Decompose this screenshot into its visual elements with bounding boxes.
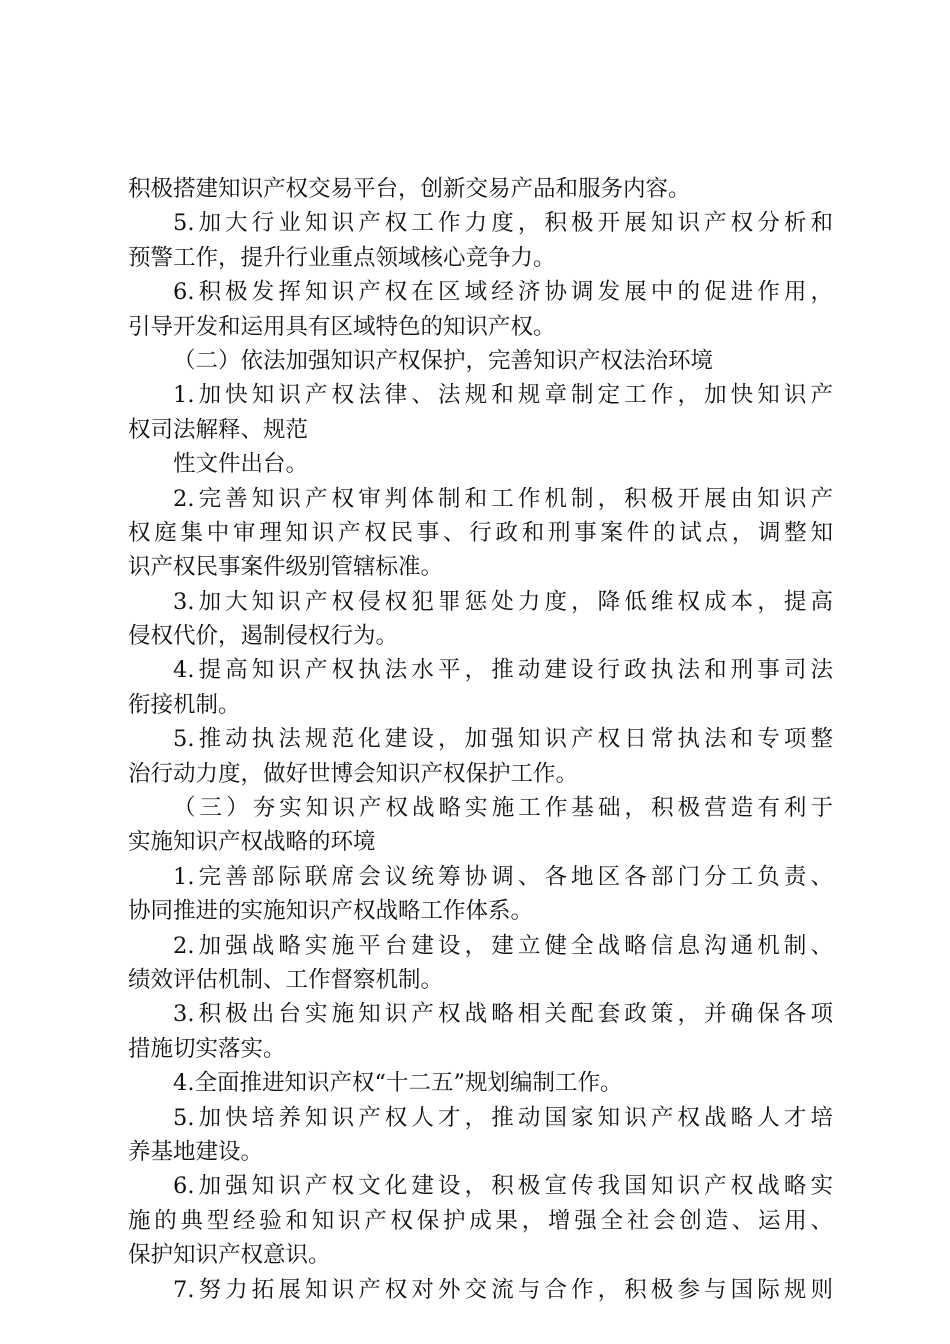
text-line: 治行动力度，做好世博会知识产权保护工作。 [128, 760, 579, 787]
text-line: 6.加强知识产权文化建设，积极宣传我国知识产权战略实 [173, 1173, 833, 1200]
text-line: 7.努力拓展知识产权对外交流与合作，积极参与国际规则 [173, 1276, 833, 1303]
text-line: 养基地建设。 [128, 1138, 264, 1165]
text-line: 积极搭建知识产权交易平台，创新交易产品和服务内容。 [128, 176, 691, 202]
text-line: 性文件出台。 [173, 451, 309, 478]
text-line: 4.提高知识产权执法水平，推动建设行政执法和刑事司法 [173, 657, 833, 684]
text-line: 侵权代价，遏制侵权行为。 [128, 623, 399, 650]
document-body [128, 172, 833, 1307]
text-line: 权司法解释、规范 [128, 416, 309, 443]
text-line: 5.加快培养知识产权人才，推动国家知识产权战略人才培 [173, 1104, 833, 1131]
text-line: 预警工作，提升行业重点领域核心竞争力。 [128, 244, 556, 271]
text-line: 1.加快知识产权法律、法规和规章制定工作，加快知识产 [173, 382, 833, 409]
text-line: 实施知识产权战略的环境 [128, 829, 376, 856]
text-line: 1.完善部际联席会议统筹协调、各地区各部门分工负责、 [173, 863, 833, 890]
text-line: 协同推进的实施知识产权战略工作体系。 [128, 898, 534, 925]
text-line: 3.积极出台实施知识产权战略相关配套政策，并确保各项 [173, 1001, 833, 1028]
text-line: 绩效评估机制、工作督察机制。 [128, 966, 444, 993]
text-line: 引导开发和运用具有区域特色的知识产权。 [128, 313, 556, 340]
text-line: 3.加大知识产权侵权犯罪惩处力度，降低维权成本，提高 [173, 588, 833, 615]
text-line: 4.全面推进知识产权“十二五”规划编制工作。 [173, 1070, 623, 1097]
text-line: 措施切实落实。 [128, 1035, 286, 1062]
text-line: 2.加强战略实施平台建设，建立健全战略信息沟通机制、 [173, 932, 833, 959]
text-line: （三）夯实知识产权战略实施工作基础，积极营造有利于 [173, 795, 833, 822]
text-line: 6.积极发挥知识产权在区域经济协调发展中的促进作用， [173, 279, 833, 306]
text-line: 施的典型经验和知识产权保护成果，增强全社会创造、运用、 [128, 1207, 833, 1234]
text-line: 5.推动执法规范化建设，加强知识产权日常执法和专项整 [173, 726, 833, 753]
text-line: 识产权民事案件级别管辖标准。 [128, 554, 444, 581]
text-line: 保护知识产权意识。 [128, 1242, 331, 1269]
text-line: 5.加大行业知识产权工作力度，积极开展知识产权分析和 [173, 210, 833, 237]
text-line: 2.完善知识产权审判体制和工作机制，积极开展由知识产 [173, 485, 833, 512]
text-line: 衔接机制。 [128, 691, 241, 718]
text-line: （二）依法加强知识产权保护，完善知识产权法治环境 [173, 347, 714, 374]
text-line: 权庭集中审理知识产权民事、行政和刑事案件的试点，调整知 [128, 519, 833, 546]
